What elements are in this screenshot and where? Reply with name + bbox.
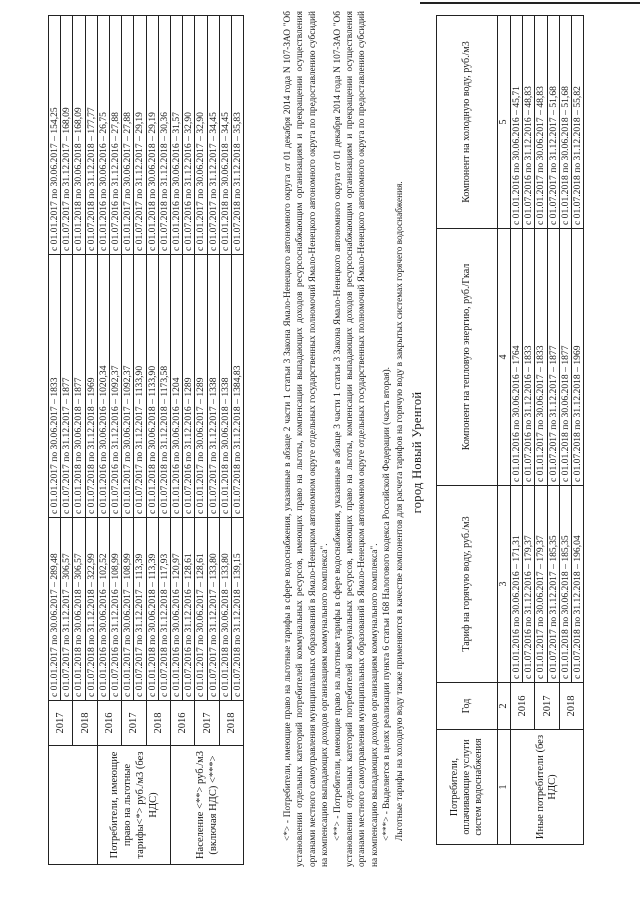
consumer-category-cell: Иные потребители (без НДС) — [511, 730, 584, 845]
cold-water-component-cell: с 01.07.2017 по 31.12.2017 – 51,68 — [547, 16, 559, 229]
heat-component-cell: с 01.07.2018 по 31.12.2018 – 1384,83 — [232, 255, 244, 518]
hot-water-tariff-cell: с 01.01.2018 по 30.06.2018 – 133,80 — [219, 518, 231, 701]
section-title-city: город Новый Уренгой — [410, 391, 424, 514]
heat-component-cell: с 01.01.2018 по 30.06.2018 – 1877 — [559, 229, 571, 486]
year-cell: 2016 — [171, 701, 195, 746]
column-number: 4 — [498, 229, 511, 486]
cold-water-component-cell: с 01.07.2018 по 31.12.2018 – 35,83 — [232, 16, 244, 255]
heat-component-cell: с 01.01.2017 по 30.06.2017 – 1833 — [535, 229, 547, 486]
hot-water-tariff-cell: с 01.01.2017 по 30.06.2017 – 128,61 — [195, 518, 207, 701]
hot-water-tariff-cell: с 01.01.2016 по 30.06.2016 – 102,52 — [97, 518, 109, 701]
table-row — [171, 16, 183, 865]
year-cell: 2017 — [535, 683, 559, 730]
table-row — [195, 16, 207, 865]
footnotes — [282, 11, 406, 867]
column-number: 2 — [498, 683, 511, 730]
cold-water-component-cell: с 01.01.2018 по 30.06.2018 – 34,45 — [219, 16, 231, 255]
heat-component-cell: с 01.07.2016 по 31.12.2016 – 1092,37 — [110, 255, 122, 518]
cold-water-component-cell: с 01.07.2018 по 31.12.2018 – 55,82 — [572, 16, 584, 229]
table-row — [146, 16, 158, 865]
hot-water-tariff-cell: с 01.07.2018 по 31.12.2018 – 322,99 — [85, 518, 97, 701]
year-cell: 2017 — [195, 701, 219, 746]
cold-water-component-cell: с 01.01.2017 по 30.06.2017 – 27,88 — [122, 16, 134, 255]
heat-component-cell: с 01.01.2016 по 30.06.2016 – 1204 — [171, 255, 183, 518]
table-row — [559, 16, 571, 845]
heat-component-cell: с 01.01.2018 по 30.06.2018 – 1133,90 — [146, 255, 158, 518]
cold-water-component-cell: с 01.01.2016 по 30.06.2016 – 45,71 — [511, 16, 523, 229]
table-row — [73, 16, 85, 865]
hot-water-tariff-cell: с 01.01.2016 по 30.06.2016 – 171,31 — [511, 486, 523, 683]
heat-component-cell: с 01.07.2018 по 31.12.2018 – 1969 — [572, 229, 584, 486]
footnote-4: Льготные тарифы на холодную воду также применяются в качестве компонентов для расчета тарифов на горячую воду в закрытых системах горячего водоснабжения. — [394, 181, 405, 841]
cold-water-component-cell: с 01.01.2017 по 30.06.2017 – 154,25 — [49, 16, 61, 255]
column-number: 3 — [498, 486, 511, 683]
heat-component-cell: с 01.01.2018 по 30.06.2018 – 1877 — [73, 255, 85, 518]
tariff-table-novy-urengoy-body — [511, 16, 584, 845]
column-number-row — [498, 16, 511, 845]
cold-water-component-cell: с 01.07.2018 по 31.12.2018 – 30,36 — [158, 16, 170, 255]
hot-water-tariff-cell: с 01.07.2018 по 31.12.2018 – 196,04 — [572, 486, 584, 683]
hot-water-tariff-cell: с 01.01.2017 по 30.06.2017 – 179,37 — [535, 486, 547, 683]
header-hot-water-tariff: Тариф на горячую воду, руб./м3 — [437, 486, 498, 683]
consumer-category-cell: Население <**> руб./м3 (включая НДС) <***> — [171, 746, 244, 865]
column-number: 5 — [498, 16, 511, 229]
hot-water-tariff-cell: с 01.01.2016 по 30.06.2016 – 120,97 — [171, 518, 183, 701]
heat-component-cell: с 01.07.2017 по 31.12.2017 – 1877 — [61, 255, 73, 518]
year-cell: 2017 — [122, 701, 146, 746]
cold-water-component-cell: с 01.01.2016 по 30.06.2016 – 26,75 — [97, 16, 109, 255]
heat-component-cell: с 01.07.2018 по 31.12.2018 – 1969 — [85, 255, 97, 518]
cold-water-component-cell: с 01.07.2017 по 31.12.2017 – 34,45 — [207, 16, 219, 255]
table-row — [219, 16, 231, 865]
heat-component-cell: с 01.01.2017 по 30.06.2017 – 1092,37 — [122, 255, 134, 518]
cold-water-component-cell: с 01.01.2017 по 30.06.2017 – 32,90 — [195, 16, 207, 255]
hot-water-tariff-cell: с 01.07.2017 по 31.12.2017 – 185,35 — [547, 486, 559, 683]
heat-component-cell: с 01.01.2016 по 30.06.2016 – 1020,34 — [97, 255, 109, 518]
tariff-table-top-body — [49, 16, 244, 865]
footnote-2: <**> - Потребители, имеющие право на льготные тарифы в сфере водоснабжения, указанные в абзаце 3 части 1 статьи 3 Закона Ямало-Ненецкого автономного округа от 01 декабря 2014 года N 107-ЗАО "Об установлении отдельных категорий потребителей коммунальных ресурсов, имеющих право на льготы, компенсации выпадающих доходов ресурсоснабжающим организациям и прекращении осуществления органами местного самоуправления муниципальных образований в Ямало-Ненецком автономном округе отдельных государственных полномочий Ямало-Ненецкого автономного округа по предоставлению субсидий на компенсацию выпадающих доходов организациям коммунального комплекса". — [332, 11, 380, 867]
cold-water-component-cell: с 01.07.2017 по 31.12.2017 – 29,19 — [134, 16, 146, 255]
heat-component-cell: с 01.07.2018 по 31.12.2018 – 1173,58 — [158, 255, 170, 518]
table-row — [511, 16, 523, 845]
year-cell: 2018 — [146, 701, 170, 746]
hot-water-tariff-cell: с 01.07.2018 по 31.12.2018 – 139,15 — [232, 518, 244, 701]
hot-water-tariff-cell: с 01.01.2018 по 30.06.2018 – 306,57 — [73, 518, 85, 701]
hot-water-tariff-cell: с 01.07.2018 по 31.12.2018 – 117,93 — [158, 518, 170, 701]
header-heat-component: Компонент на тепловую энергию, руб./Гкал — [437, 229, 498, 486]
consumer-category-cell — [49, 746, 98, 865]
hot-water-tariff-cell: с 01.01.2017 по 30.06.2017 – 289,48 — [49, 518, 61, 701]
cold-water-component-cell: с 01.07.2017 по 31.12.2017 – 168,09 — [61, 16, 73, 255]
heat-component-cell: с 01.07.2017 по 31.12.2017 – 1877 — [547, 229, 559, 486]
hot-water-tariff-cell: с 01.07.2017 по 31.12.2017 – 306,57 — [61, 518, 73, 701]
cold-water-component-cell: с 01.01.2018 по 30.06.2018 – 29,19 — [146, 16, 158, 255]
hot-water-tariff-cell: с 01.01.2018 по 30.06.2018 – 185,35 — [559, 486, 571, 683]
year-cell: 2018 — [559, 683, 583, 730]
heat-component-cell: с 01.07.2016 по 31.12.2016 – 1289 — [183, 255, 195, 518]
cold-water-component-cell: с 01.01.2018 по 30.06.2018 – 168,09 — [73, 16, 85, 255]
cold-water-component-cell: с 01.01.2017 по 30.06.2017 – 48,83 — [535, 16, 547, 229]
hot-water-tariff-cell: с 01.01.2017 по 30.06.2017 – 108,99 — [122, 518, 134, 701]
heat-component-cell: с 01.07.2017 по 31.12.2017 – 1133,90 — [134, 255, 146, 518]
cold-water-component-cell: с 01.01.2018 по 30.06.2018 – 51,68 — [559, 16, 571, 229]
footnote-3: <***> - Выделяется в целях реализации пункта 6 статьи 168 Налогового кодекса Российской Федерации (часть вторая). — [382, 366, 393, 841]
hot-water-tariff-cell: с 01.07.2017 по 31.12.2017 – 133,80 — [207, 518, 219, 701]
cold-water-component-cell: с 01.07.2016 по 31.12.2016 – 27,88 — [110, 16, 122, 255]
table-row — [97, 16, 109, 865]
cold-water-component-cell: с 01.01.2016 по 30.06.2016 – 31,57 — [171, 16, 183, 255]
tariff-table-top — [48, 15, 244, 865]
header-year: Год — [437, 683, 498, 730]
header-consumers: Потребители, оплачивающие услуги систем водоснабжения — [437, 730, 498, 845]
year-cell: 2018 — [219, 701, 243, 746]
tariff-table-novy-urengoy — [436, 15, 584, 845]
hot-water-tariff-cell: с 01.07.2016 по 31.12.2016 – 179,37 — [523, 486, 535, 683]
consumer-category-cell: Потребители, имеющие право на льготные тарифы<*> руб./м3 (без НДС) — [97, 746, 170, 865]
year-cell: 2016 — [511, 683, 535, 730]
heat-component-cell: с 01.01.2016 по 30.06.2016 – 1764 — [511, 229, 523, 486]
table-row — [535, 16, 547, 845]
table-row — [49, 16, 61, 865]
cold-water-component-cell: с 01.07.2018 по 31.12.2018 – 177,77 — [85, 16, 97, 255]
header-cold-water-component: Компонент на холодную воду, руб./м3 — [437, 16, 498, 229]
cold-water-component-cell: с 01.07.2016 по 31.12.2016 – 32,90 — [183, 16, 195, 255]
table-row — [122, 16, 134, 865]
footnote-1: <*> - Потребители, имеющие право на льготные тарифы в сфере водоснабжения, указанные в абзаце 2 части 1 статьи 3 Закона Ямало-Ненецкого автономного округа от 01 декабря 2014 года N 107-ЗАО "Об установлении отдельных категорий потребителей коммунальных ресурсов, имеющих право на льготы, компенсации выпадающих доходов ресурсоснабжающим организациям и прекращении осуществления органами местного самоуправления муниципальных образований в Ямало-Ненецком автономном округе отдельных государственных полномочий Ямало-Ненецкого автономного округа по предоставлению субсидий на компенсацию выпадающих доходов организациям коммунального комплекса". — [283, 11, 331, 867]
cold-water-component-cell: с 01.07.2016 по 31.12.2016 – 48,83 — [523, 16, 535, 229]
heat-component-cell: с 01.01.2017 по 30.06.2017 – 1833 — [49, 255, 61, 518]
column-number: 1 — [498, 730, 511, 845]
heat-component-cell: с 01.07.2017 по 31.12.2017 – 1338 — [207, 255, 219, 518]
heat-component-cell: с 01.01.2018 по 30.06.2018 – 1338 — [219, 255, 231, 518]
hot-water-tariff-cell: с 01.07.2016 по 31.12.2016 – 128,61 — [183, 518, 195, 701]
year-cell: 2018 — [73, 701, 97, 746]
table-header-row — [437, 16, 498, 845]
hot-water-tariff-cell: с 01.01.2018 по 30.06.2018 – 113,39 — [146, 518, 158, 701]
year-cell: 2016 — [97, 701, 121, 746]
hot-water-tariff-cell: с 01.07.2017 по 31.12.2017 – 113,39 — [134, 518, 146, 701]
year-cell: 2017 — [49, 701, 73, 746]
heat-component-cell: с 01.01.2017 по 30.06.2017 – 1289 — [195, 255, 207, 518]
hot-water-tariff-cell: с 01.07.2016 по 31.12.2016 – 108,99 — [110, 518, 122, 701]
heat-component-cell: с 01.07.2016 по 31.12.2016 – 1833 — [523, 229, 535, 486]
